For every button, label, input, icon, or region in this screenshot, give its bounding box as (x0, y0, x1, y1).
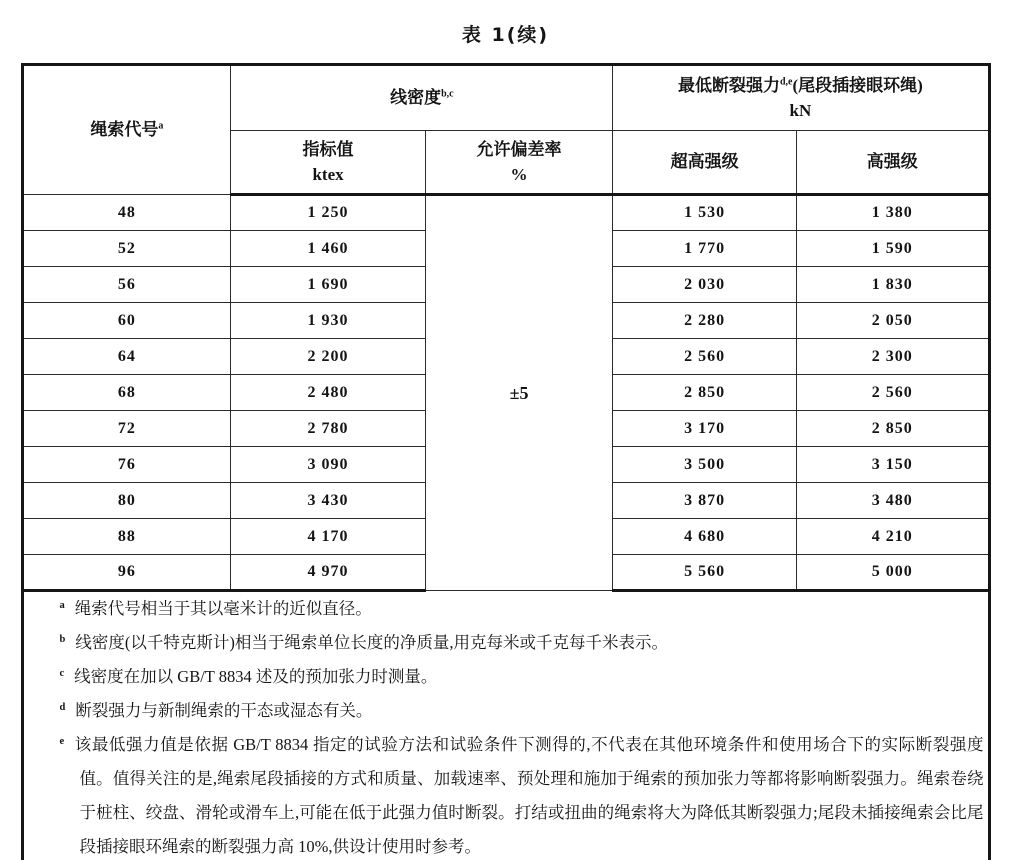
footnote-c (28, 660, 984, 694)
footnotes-row (22, 591, 989, 860)
rope-spec-table (21, 63, 991, 860)
footnote-e-marker: e (59, 735, 65, 747)
cell-ktex: 2 480 (231, 375, 425, 411)
footnote-ref-de: d,e (779, 75, 793, 87)
cell-ultra: 5 560 (613, 555, 797, 591)
footnote-d-text: 断裂强力与新制绳索的干态或湿态有关。 (75, 701, 373, 720)
cell-high: 5 000 (797, 555, 989, 591)
header-ultra-high-grade: 超高强级 (613, 131, 797, 195)
footnote-b-marker: b (59, 633, 66, 645)
cell-ktex: 1 460 (231, 231, 425, 267)
footnote-e-text: 该最低强力值是依据 GB/T 8834 指定的试验方法和试验条件下测得的,不代表在其他环境条件和使用场合下的实际断裂强度值。值得关注的是,绳索尾段插接的方式和质量、加载速率、预处理和施加于绳索的预加张力等都将影响断裂强力。绳索卷绕于桩柱、绞盘、滑轮或滑车上,可能在低于此强力值时断裂。打结或扭曲的绳索将大为降低其断裂强力;尾段未插接绳索会比尾段插接眼环绳索的断裂强力高 10%,供设计使用时参考。 (74, 735, 984, 856)
cell-ktex: 4 170 (231, 519, 425, 555)
header-index-value (231, 131, 425, 195)
header-group-row (22, 65, 989, 131)
header-linear-density-group (231, 65, 613, 131)
cell-high: 2 560 (797, 375, 989, 411)
footnotes-section (22, 591, 989, 860)
header-index-value-unit: ktex (312, 165, 344, 184)
cell-high: 1 590 (797, 231, 989, 267)
cell-ktex: 4 970 (231, 555, 425, 591)
cell-rope-code: 56 (22, 267, 231, 303)
header-rope-code (22, 65, 231, 195)
footnote-b-text: 线密度(以千特克斯计)相当于绳索单位长度的净质量,用克每米或千克每千米表示。 (75, 633, 668, 652)
cell-ultra: 2 850 (613, 375, 797, 411)
header-breaking-strength-label: 最低断裂强力 (677, 75, 780, 95)
cell-rope-code: 80 (22, 483, 231, 519)
cell-ktex: 3 090 (231, 447, 425, 483)
cell-rope-code: 68 (22, 375, 231, 411)
header-index-value-label: 指标值 (302, 139, 354, 159)
footnote-a-text: 绳索代号相当于其以毫米计的近似直径。 (74, 599, 372, 618)
footnote-c-marker: c (59, 667, 65, 679)
table-row (22, 195, 989, 231)
cell-high: 3 480 (797, 483, 989, 519)
cell-rope-code: 52 (22, 231, 231, 267)
cell-ktex: 3 430 (231, 483, 425, 519)
cell-ultra: 3 170 (613, 411, 797, 447)
cell-ktex: 1 930 (231, 303, 425, 339)
footnote-c-text: 线密度在加以 GB/T 8834 述及的预加张力时测量。 (74, 667, 438, 686)
footnote-b (28, 626, 984, 660)
header-breaking-strength-suffix: (尾段插接眼环绳) (792, 75, 923, 95)
cell-ultra: 4 680 (613, 519, 797, 555)
cell-rope-code: 76 (22, 447, 231, 483)
header-tolerance (425, 131, 613, 195)
header-tolerance-label: 允许偏差率 (476, 139, 562, 159)
cell-high: 2 850 (797, 411, 989, 447)
header-linear-density-label: 线密度 (390, 87, 442, 107)
cell-ktex: 1 250 (231, 195, 425, 231)
footnote-ref-a: a (158, 120, 164, 132)
cell-ktex: 1 690 (231, 267, 425, 303)
cell-rope-code: 60 (22, 303, 231, 339)
cell-tolerance-value: ±5 (425, 195, 613, 591)
cell-ktex: 2 780 (231, 411, 425, 447)
header-tolerance-unit: % (510, 165, 528, 184)
cell-high: 4 210 (797, 519, 989, 555)
cell-rope-code: 88 (22, 519, 231, 555)
table-title: 表 1(续) (461, 24, 550, 46)
header-breaking-strength-group (613, 65, 989, 131)
header-breaking-strength-unit: kN (789, 101, 812, 120)
footnote-a (28, 592, 984, 626)
cell-high: 1 380 (797, 195, 989, 231)
cell-high: 2 300 (797, 339, 989, 375)
header-rope-code-label: 绳索代号 (90, 119, 159, 139)
footnote-ref-bc: b,c (441, 88, 454, 100)
cell-ultra: 3 870 (613, 483, 797, 519)
table-container (21, 63, 991, 860)
cell-high: 3 150 (797, 447, 989, 483)
header-breaking-strength-line1 (617, 73, 983, 99)
footnote-a-marker: a (59, 599, 65, 611)
cell-rope-code: 48 (22, 195, 231, 231)
cell-ktex: 2 200 (231, 339, 425, 375)
cell-ultra: 1 770 (613, 231, 797, 267)
footnote-e (28, 728, 984, 860)
cell-ultra: 2 280 (613, 303, 797, 339)
cell-rope-code: 96 (22, 555, 231, 591)
cell-ultra: 2 030 (613, 267, 797, 303)
cell-ultra: 2 560 (613, 339, 797, 375)
cell-ultra: 3 500 (613, 447, 797, 483)
cell-high: 1 830 (797, 267, 989, 303)
cell-rope-code: 72 (22, 411, 231, 447)
header-high-grade: 高强级 (797, 131, 989, 195)
cell-ultra: 1 530 (613, 195, 797, 231)
cell-high: 2 050 (797, 303, 989, 339)
cell-rope-code: 64 (22, 339, 231, 375)
footnote-d (28, 694, 984, 728)
footnote-d-marker: d (59, 701, 66, 713)
